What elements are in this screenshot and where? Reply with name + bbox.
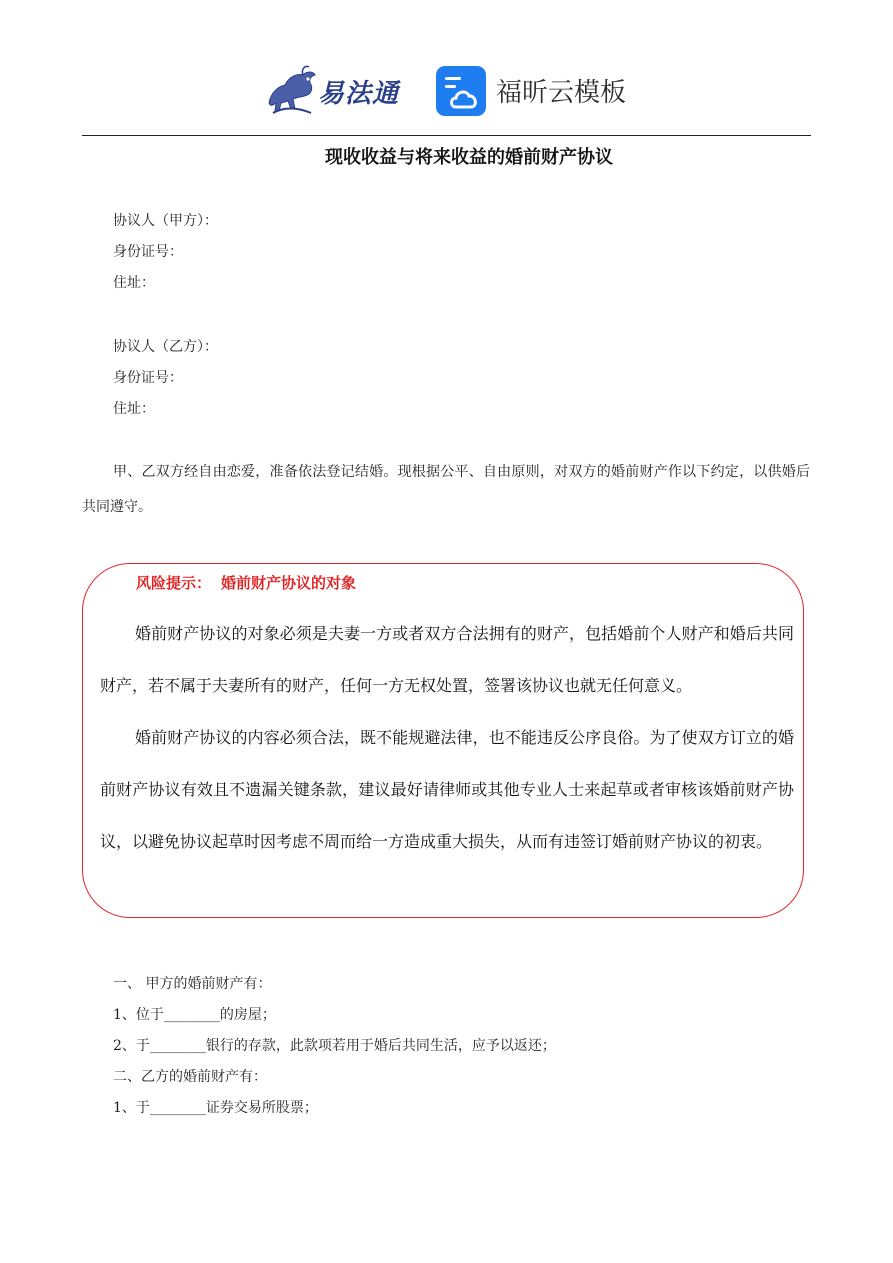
- risk-title-subject: 婚前财产协议的对象: [221, 574, 357, 592]
- qilin-icon: [263, 63, 321, 117]
- party-b-id-label: 身份证号：: [113, 370, 183, 386]
- section-line: 一、 甲方的婚前财产有：: [113, 976, 272, 992]
- party-a-address-label: 住址：: [113, 275, 155, 291]
- section-line: 二、乙方的婚前财产有：: [113, 1069, 267, 1085]
- yifatong-logo: [263, 63, 413, 117]
- page-title: 现收收益与将来收益的婚前财产协议: [325, 147, 613, 168]
- header-divider: [82, 135, 811, 136]
- intro-paragraph: 甲、乙双方经自由恋爱，准备依法登记结婚。现根据公平、自由原则，对双方的婚前财产作以下约定，以供婚后共同遵守。: [82, 464, 810, 515]
- party-a-id-label: 身份证号：: [113, 244, 183, 260]
- foxit-cloud-icon: [436, 66, 486, 116]
- logo1-text: 易法通: [318, 79, 400, 109]
- risk-paragraph-1: 婚前财产协议的对象必须是夫妻一方或者双方合法拥有的财产，包括婚前个人财产和婚后共同财产，若不属于夫妻所有的财产，任何一方无权处置，签署该协议也就无任何意义。: [100, 624, 794, 695]
- party-b-address-label: 住址：: [113, 401, 155, 417]
- risk-notice-title: [136, 572, 356, 593]
- party-a-label: 协议人（甲方）：: [113, 213, 218, 229]
- risk-paragraph-2: 婚前财产协议的内容必须合法，既不能规避法律，也不能违反公序良俗。为了使双方订立的婚前财产协议有效且不遗漏关键条款，建议最好请律师或其他专业人士来起草或者审核该婚前财产协议，以避免协议起草时因考虑不周而给一方造成重大损失，从而有违签订婚前财产协议的初衷。: [100, 728, 794, 851]
- logo2-text: 福昕云模板: [496, 78, 627, 108]
- section-line: 2、于________银行的存款，此款项若用于婚后共同生活，应予以返还；: [113, 1038, 556, 1054]
- section-line: 1、于________证券交易所股票；: [113, 1100, 318, 1116]
- risk-title-prefix: 风险提示：: [136, 574, 212, 592]
- header: [0, 60, 893, 122]
- party-b-label: 协议人（乙方）：: [113, 339, 218, 355]
- section-line: 1、位于________的房屋；: [113, 1007, 276, 1023]
